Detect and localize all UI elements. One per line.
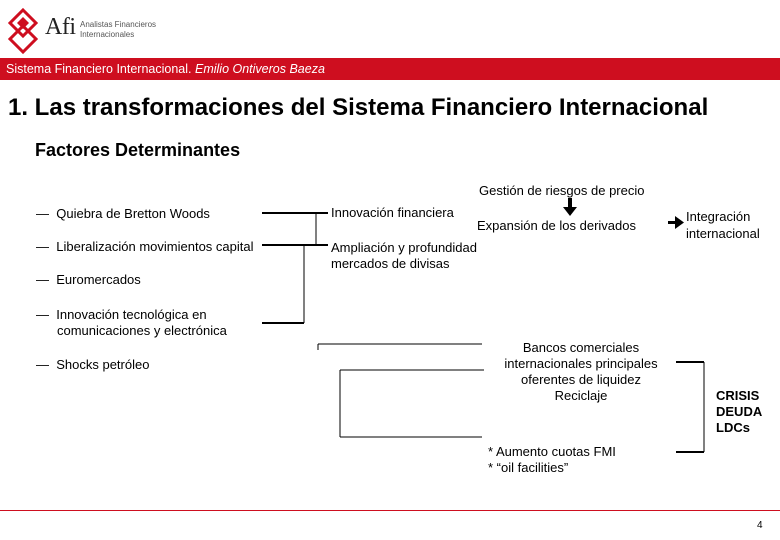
factor-label: Innovación tecnológica en xyxy=(56,307,207,322)
factor-euromercados xyxy=(36,272,141,288)
factor-bretton-woods xyxy=(36,206,210,222)
logo-wordmark: Afi xyxy=(45,14,76,40)
integracion-line1: Integración xyxy=(686,209,751,224)
integracion-line2: internacional xyxy=(686,226,760,241)
logo-subtitle-line1: Analistas Financieros xyxy=(80,20,157,29)
bullet-dash: — xyxy=(36,307,49,322)
bullet-dash: — xyxy=(36,239,49,254)
ampliacion-line1: Ampliación y profundidad xyxy=(331,240,477,255)
crisis-line3: LDCs xyxy=(716,420,750,435)
factor-shocks-petroleo xyxy=(36,357,149,373)
factor-label: Liberalización movimientos capital xyxy=(56,239,254,254)
logo-subtitle-line2: Internacionales xyxy=(80,30,135,39)
bullet-dash: — xyxy=(36,206,49,221)
factor-label: Quiebra de Bretton Woods xyxy=(56,206,210,221)
banks-line3: oferentes de liquidez xyxy=(521,372,641,387)
banks-line4: Reciclaje xyxy=(554,388,608,403)
banks-line1: Bancos comerciales xyxy=(522,340,640,355)
slide-subtitle: Factores Determinantes xyxy=(35,140,241,160)
crisis-line1: CRISIS xyxy=(716,388,760,403)
course-name: Sistema Financiero Internacional. xyxy=(6,62,192,76)
bullet-dash: — xyxy=(36,272,49,287)
expansion-derivados: Expansión de los derivados xyxy=(477,218,636,233)
factor-liberalizacion xyxy=(36,239,254,255)
down-arrow-icon xyxy=(563,198,577,216)
factor-label: Shocks petróleo xyxy=(56,357,150,372)
author-name: Emilio Ontiveros Baeza xyxy=(195,62,325,76)
fmi-notes xyxy=(488,444,616,476)
crisis-block xyxy=(716,388,762,436)
banks-block xyxy=(485,340,677,404)
fmi-line1: * Aumento cuotas FMI xyxy=(488,444,616,459)
bullet-dash: — xyxy=(36,357,49,372)
page-number: 4 xyxy=(757,520,763,531)
innovacion-financiera: Innovación financiera xyxy=(331,205,454,220)
banks-line2: internacionales principales xyxy=(504,356,658,371)
slide-title: 1. Las transformaciones del Sistema Financiero Internacional xyxy=(8,94,709,121)
factor-label: Euromercados xyxy=(56,272,141,287)
ampliacion-line2: mercados de divisas xyxy=(331,256,450,271)
factor-innovacion-tecnologica-line2: comunicaciones y electrónica xyxy=(57,323,227,338)
fmi-line2: * “oil facilities” xyxy=(488,460,569,475)
gestion-riesgos: Gestión de riesgos de precio xyxy=(479,183,645,198)
factor-innovacion-tecnologica xyxy=(36,307,207,323)
crisis-line2: DEUDA xyxy=(716,404,763,419)
footer-divider xyxy=(0,510,780,511)
right-arrow-icon xyxy=(668,216,684,229)
